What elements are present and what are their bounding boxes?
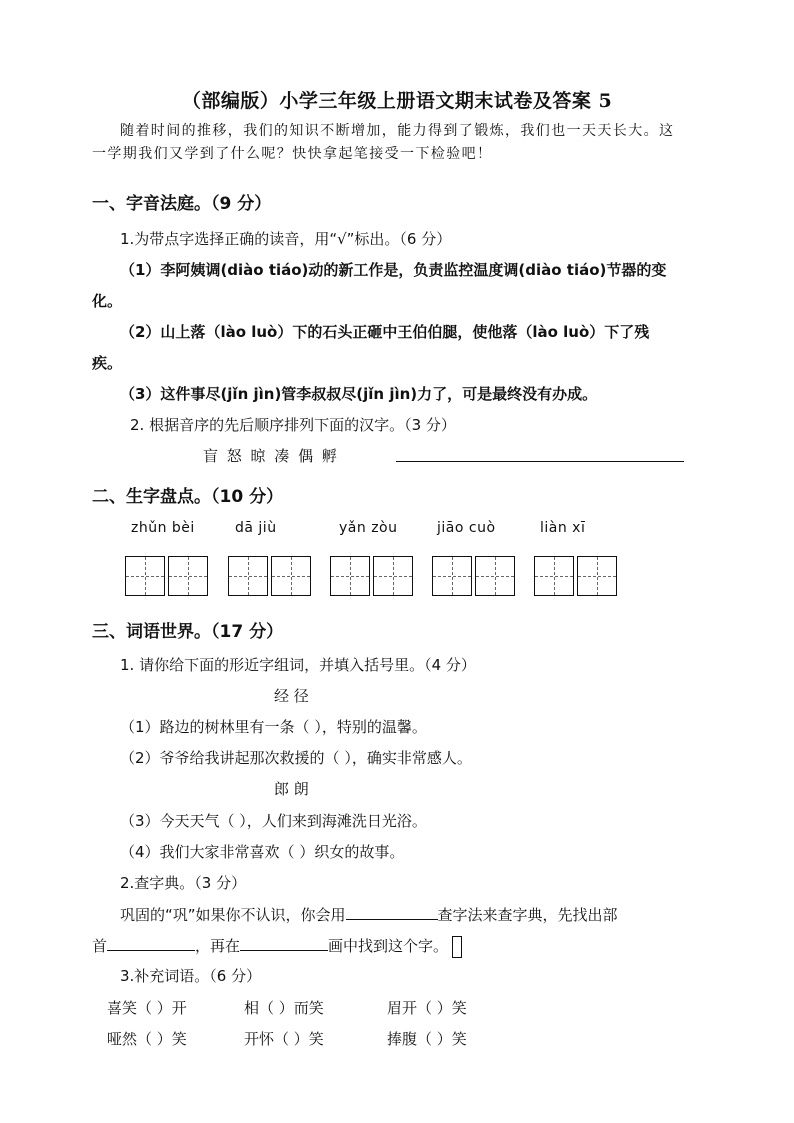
idiom-1-2: 相（ ）而笑 (244, 999, 324, 1017)
pinyin-1: zhǔn bèi (131, 520, 195, 536)
section1-q1-item1-line2: 化。 (92, 292, 123, 310)
section1-q1-item3: （3）这件事尽(jǐn jìn)管李叔叔尽(jǐn jìn)力了，可是最终没有办成。 (120, 385, 598, 403)
section2-heading: 二、生字盘点。（10 分） (92, 487, 284, 507)
section3-heading: 三、词语世界。（17 分） (92, 622, 284, 642)
radical-blank[interactable] (107, 934, 195, 951)
answer-line[interactable] (396, 445, 684, 462)
writing-cell[interactable] (534, 556, 574, 596)
writing-grid-5[interactable] (534, 556, 620, 596)
pinyin-4: jiāo cuò (437, 520, 496, 536)
writing-cell[interactable] (168, 556, 208, 596)
writing-cell[interactable] (577, 556, 617, 596)
writing-grid-1[interactable] (125, 556, 211, 596)
char-pair-1: 经 径 (274, 687, 309, 705)
page-title: （部编版）小学三年级上册语文期末试卷及答案 5 (181, 90, 613, 112)
sentence-4: （4）我们大家非常喜欢（ ）织女的故事。 (120, 843, 405, 861)
section1-heading: 一、字音法庭。（9 分） (92, 194, 272, 214)
section1-q1-item2-line2: 疾。 (92, 354, 123, 372)
writing-cell[interactable] (271, 556, 311, 596)
writing-grid-2[interactable] (228, 556, 314, 596)
dictionary-line-2 (92, 934, 462, 958)
section3-q2: 2.查字典。（3 分） (120, 874, 247, 892)
idiom-2-1: 哑然（ ）笑 (107, 1030, 187, 1048)
dictionary-text-d: ，再在 (195, 937, 241, 955)
writing-grid-3[interactable] (330, 556, 416, 596)
pinyin-2: dā jiù (235, 520, 277, 536)
dictionary-text-b: 查字法来查字典，先找出部 (437, 906, 618, 924)
section1-q1-item2-line1: （2）山上落（lào luò）下的石头正砸中王伯伯腿，使他落（lào luò）下了残 (120, 323, 650, 341)
section3-q1: 1. 请你给下面的形近字组词，并填入括号里。（4 分） (120, 656, 476, 674)
section3-q3: 3.补充词语。（6 分） (120, 967, 262, 985)
writing-cell[interactable] (432, 556, 472, 596)
stroke-blank[interactable] (240, 934, 328, 951)
sentence-1: （1）路边的树林里有一条（ ），特别的温馨。 (120, 718, 427, 736)
section1-q2-chars: 盲 怒 晾 凑 偶 孵 (203, 447, 339, 465)
writing-cell[interactable] (373, 556, 413, 596)
idiom-1-1: 喜笑（ ）开 (107, 999, 187, 1017)
dictionary-text-a: 巩固的“巩”如果你不认识，你会用 (120, 906, 346, 924)
pinyin-5: liàn xī (540, 520, 586, 536)
writing-cell[interactable] (228, 556, 268, 596)
section1-q1: 1.为带点字选择正确的读音，用“√”标出。（6 分） (120, 230, 452, 248)
idiom-1-3: 眉开（ ）笑 (387, 999, 467, 1017)
writing-grid-4[interactable] (432, 556, 518, 596)
idiom-2-3: 捧腹（ ）笑 (387, 1030, 467, 1048)
writing-cell[interactable] (330, 556, 370, 596)
writing-cell[interactable] (125, 556, 165, 596)
sentence-3: （3）今天天气（ ），人们来到海滩洗日光浴。 (120, 812, 427, 830)
writing-cell[interactable] (475, 556, 515, 596)
intro-line-2: 一学期我们又学到了什么呢？快快拿起笔接受一下检验吧！ (92, 146, 493, 162)
pinyin-3: yǎn zòu (339, 520, 398, 536)
section1-q1-item1-line1: （1）李阿姨调(diào tiáo)动的新工作是，负责监控温度调(diào tiáo)节器的变 (120, 261, 667, 279)
dictionary-line-1 (120, 903, 618, 925)
dictionary-text-c: 首 (92, 937, 108, 955)
intro-line-1: 随着时间的推移，我们的知识不断增加，能力得到了锻炼，我们也一天天长大。这 (120, 123, 675, 139)
idiom-2-2: 开怀（ ）笑 (244, 1030, 324, 1048)
text-cursor-box (452, 936, 462, 958)
dictionary-text-e: 画中找到这个字。 (328, 937, 449, 955)
char-pair-2: 郎 朗 (274, 780, 309, 798)
section1-q2: 2. 根据音序的先后顺序排列下面的汉字。（3 分） (130, 416, 456, 434)
method-blank[interactable] (346, 903, 438, 920)
sentence-2: （2）爷爷给我讲起那次救援的（ ），确实非常感人。 (120, 749, 472, 767)
